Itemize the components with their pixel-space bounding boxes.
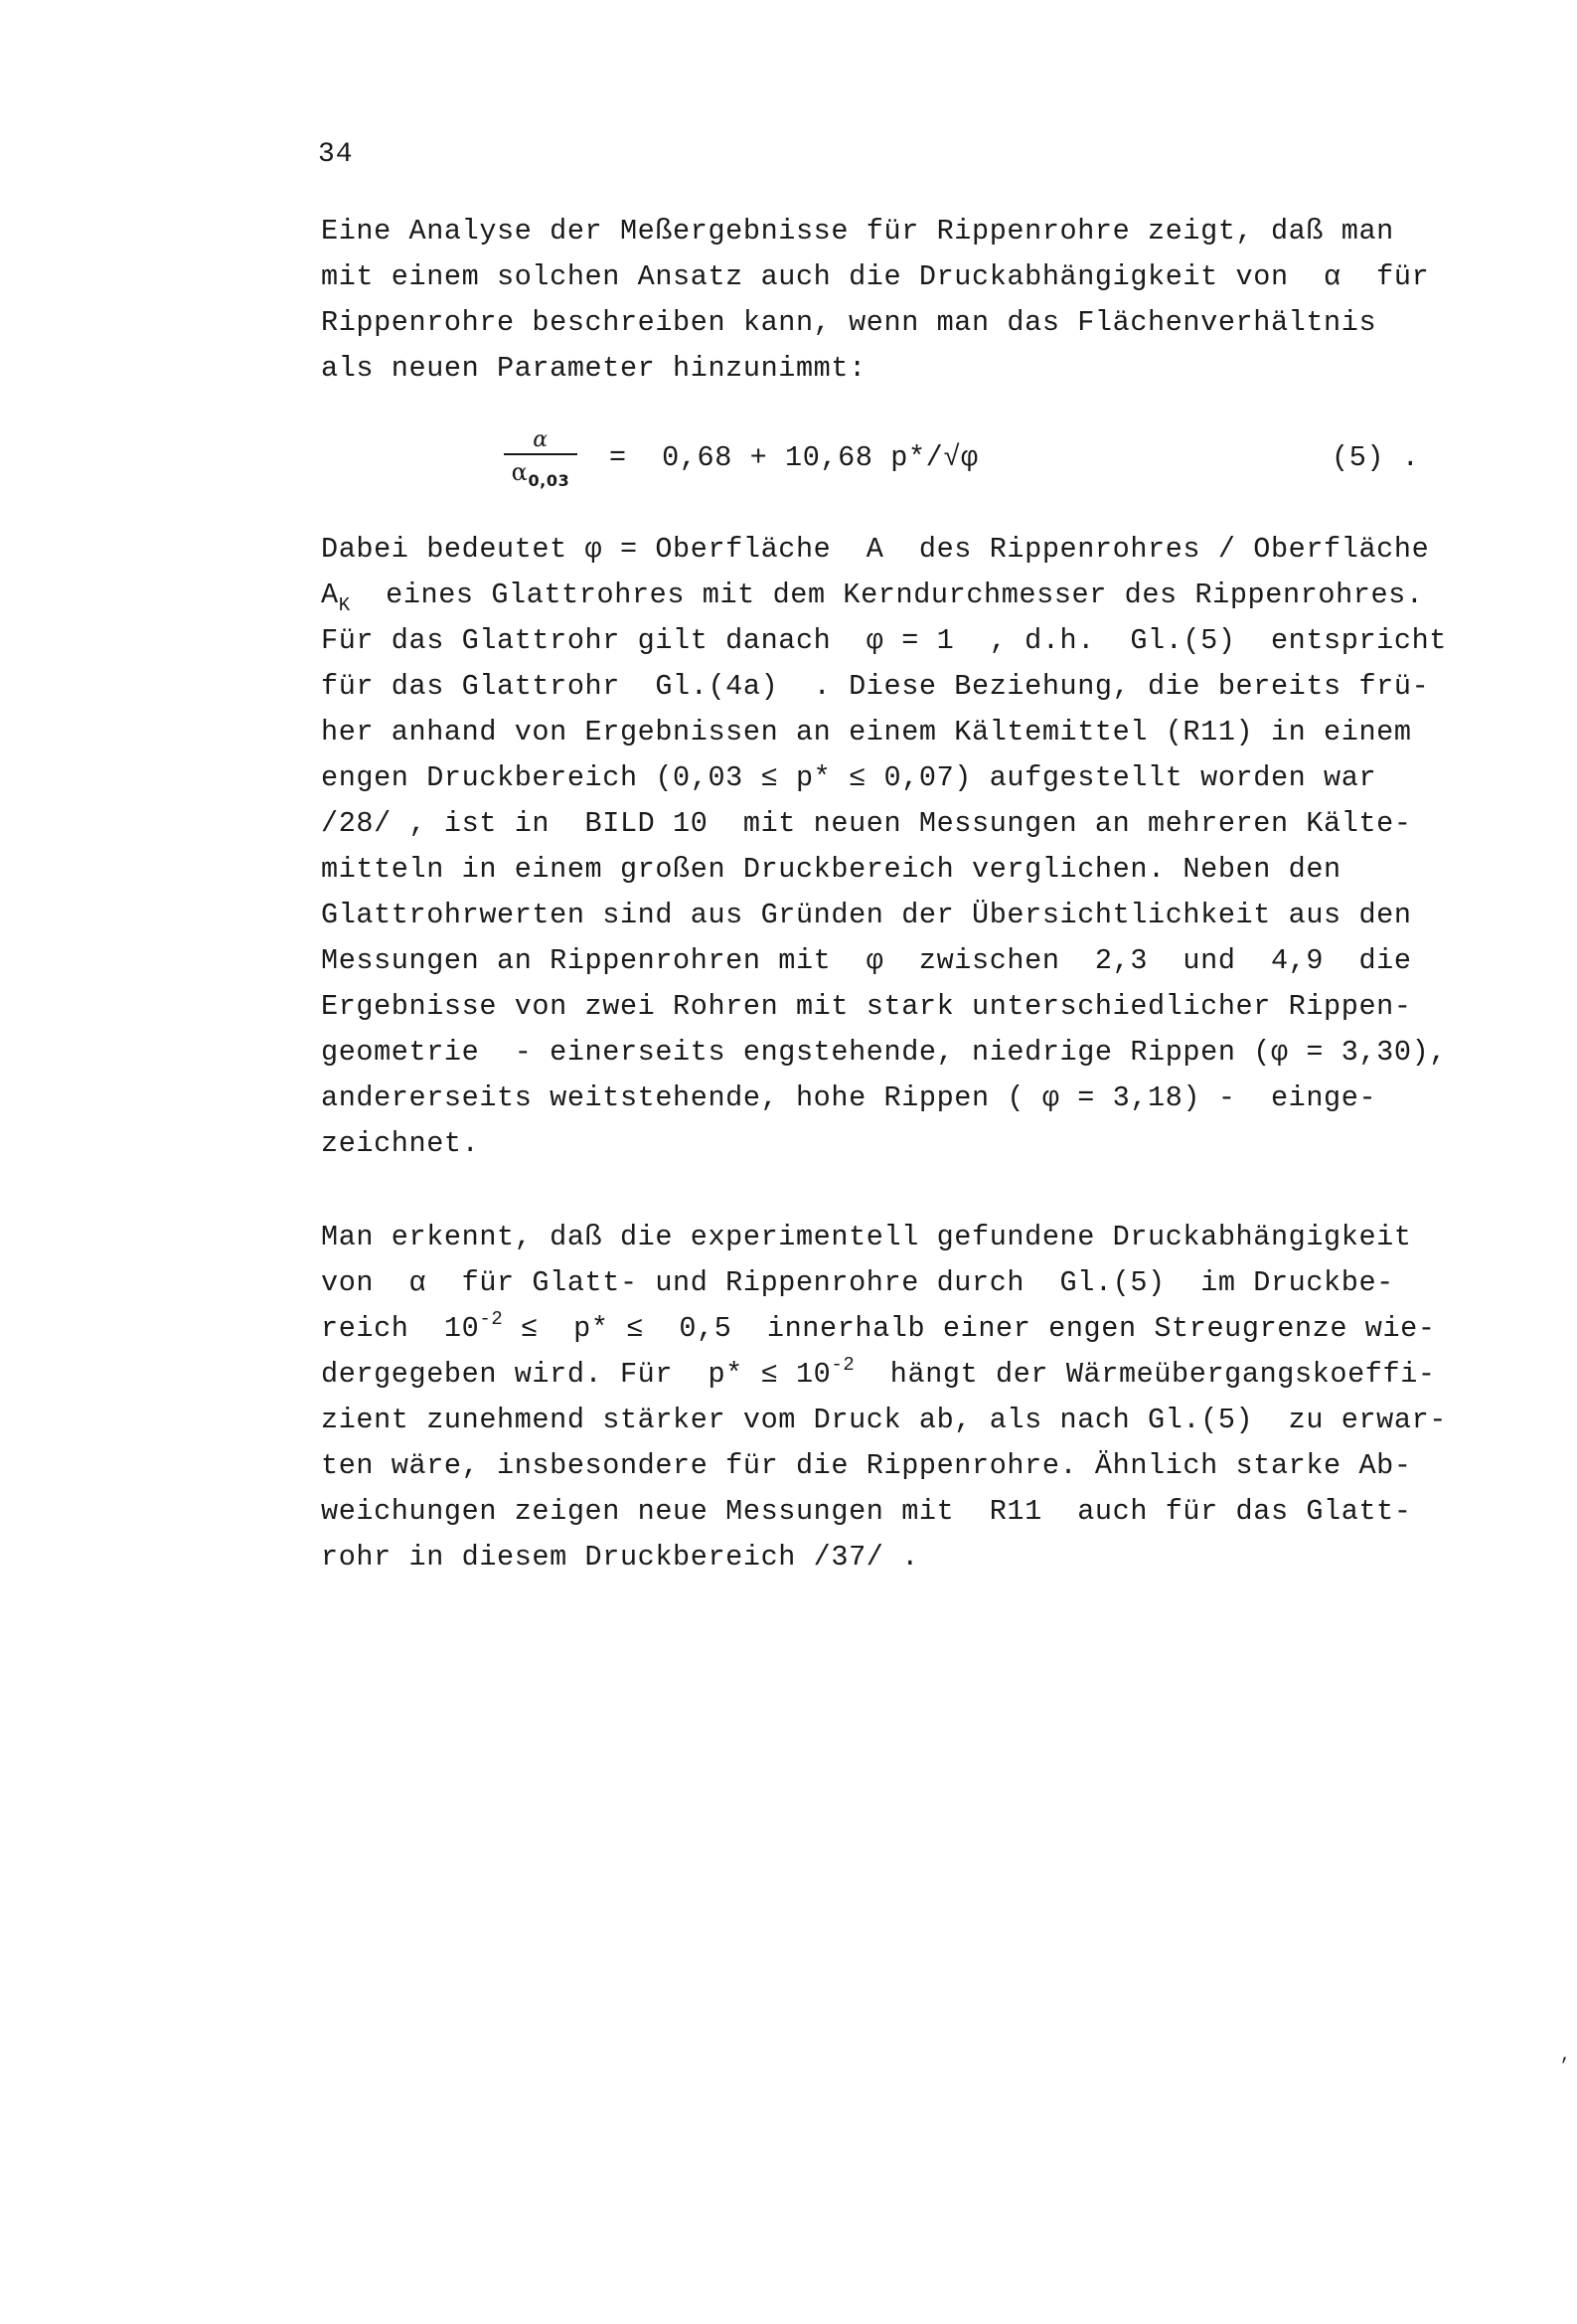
text-line: Glattrohrwerten sind aus Gründen der Übersichtlichkeit aus den <box>321 899 1412 931</box>
text-line: zient zunehmend stärker vom Druck ab, als nach Gl.(5) zu erwar- <box>321 1404 1447 1436</box>
text-segment: reich 10 <box>321 1312 480 1345</box>
exponent: -2 <box>479 1308 504 1330</box>
text-line: ten wäre, insbesondere für die Rippenrohre. Ähnlich starke Ab- <box>321 1449 1412 1482</box>
text-line-rest: eines Glattrohres mit dem Kerndurchmesser des Rippenrohres. <box>350 579 1424 611</box>
text-line <box>321 573 1503 618</box>
text-line: Messungen an Rippenrohren mit φ zwischen 2,3 und 4,9 die <box>321 944 1412 977</box>
denominator-symbol: α <box>511 458 529 486</box>
paragraph-definition <box>321 527 1503 1167</box>
area-symbol: A <box>321 579 339 611</box>
text-line: her anhand von Ergebnissen an einem Kältemittel (R11) in einem <box>321 716 1412 748</box>
text-line: weichungen zeigen neue Messungen mit R11 auch für das Glatt- <box>321 1495 1412 1528</box>
text-line: Eine Analyse der Meßergebnisse für Rippenrohre zeigt, daß man <box>321 215 1394 248</box>
fraction-bar <box>504 453 577 455</box>
text-line: Rippenrohre beschreiben kann, wenn man das Flächenverhältnis <box>321 306 1377 339</box>
text-line: Für das Glattrohr gilt danach φ = 1 , d.h. Gl.(5) entspricht <box>321 624 1447 657</box>
text-segment: ≤ p* ≤ 0,5 innerhalb einer engen Streugrenze wie- <box>503 1312 1436 1345</box>
page-number: 34 <box>318 139 354 170</box>
text-line: mit einem solchen Ansatz auch die Druckabhängigkeit von α für <box>321 260 1430 293</box>
equation-5 <box>502 429 1456 499</box>
text-line: mitteln in einem großen Druckbereich verglichen. Neben den <box>321 853 1341 886</box>
text-line: Dabei bedeutet φ = Oberfläche A des Rippenrohres / Oberfläche <box>321 533 1430 566</box>
text-line: für das Glattrohr Gl.(4a) . Diese Beziehung, die bereits frü- <box>321 670 1430 703</box>
text-line: von α für Glatt- und Rippenrohre durch Gl.(5) im Druckbe- <box>321 1266 1394 1299</box>
margin-mark: , <box>1560 2046 1571 2066</box>
denominator-subscript: 0,03 <box>528 471 570 490</box>
area-subscript: K <box>338 594 351 616</box>
text-line: Ergebnisse von zwei Rohren mit stark unterschiedlicher Rippen- <box>321 990 1412 1023</box>
fraction-denominator <box>512 459 570 494</box>
paragraph-conclusion <box>321 1215 1503 1580</box>
equation-fraction <box>502 429 579 494</box>
exponent: -2 <box>831 1354 856 1376</box>
equation-rhs: = 0,68 + 10,68 p*/√φ <box>609 441 979 474</box>
text-line: geometrie - einerseits engstehende, niedrige Rippen (φ = 3,30), <box>321 1036 1447 1069</box>
text-line: als neuen Parameter hinzunimmt: <box>321 352 867 385</box>
paragraph-intro <box>321 209 1503 392</box>
text-line: Man erkennt, daß die experimentell gefundene Druckabhängigkeit <box>321 1221 1412 1253</box>
text-line: engen Druckbereich (0,03 ≤ p* ≤ 0,07) aufgestellt worden war <box>321 761 1377 794</box>
text-line: /28/ , ist in BILD 10 mit neuen Messungen an mehreren Kälte- <box>321 807 1412 840</box>
text-line: rohr in diesem Druckbereich /37/ . <box>321 1541 919 1574</box>
text-segment: hängt der Wärmeübergangskoeffi- <box>855 1358 1436 1391</box>
text-line: zeichnet. <box>321 1127 480 1160</box>
equation-number: (5) . <box>1332 441 1420 474</box>
fraction-numerator: α <box>533 427 549 452</box>
text-line <box>321 1352 1503 1398</box>
text-line: andererseits weitstehende, hohe Rippen ( φ = 3,18) - einge- <box>321 1081 1377 1114</box>
text-segment: dergegeben wird. Für p* ≤ 10 <box>321 1358 832 1391</box>
text-line <box>321 1306 1503 1352</box>
